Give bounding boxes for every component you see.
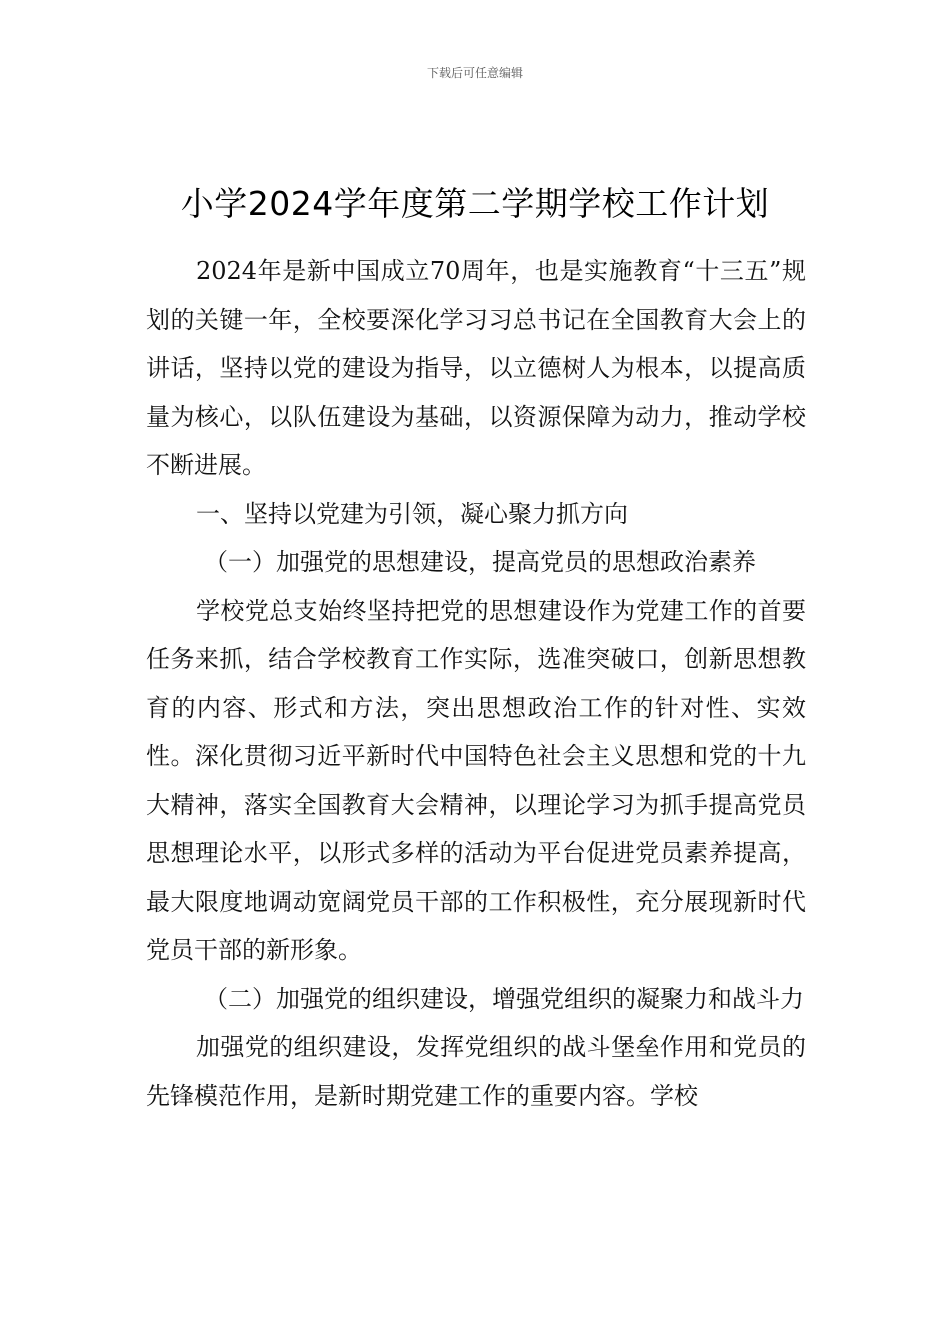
- subsection-heading-1: （一）加强党的思想建设，提高党员的思想政治素养: [204, 548, 756, 576]
- document-body: [146, 247, 806, 1120]
- document-title: 小学2024学年度第二学期学校工作计划: [180, 184, 770, 223]
- subsection-heading-2: （二）加强党的组织建设，增强党组织的凝聚力和战斗力: [204, 984, 804, 1013]
- section-heading-1: 一、坚持以党建为引领，凝心聚力抓方向: [196, 499, 628, 528]
- body-paragraph-1: 学校党总支始终坚持把党的思想建设作为党建工作的首要任务来抓，结合学校教育工作实际，选准突破口，创新思想教育的内容、形式和方法，突出思想政治工作的针对性、实效性。深化贯彻习近平新时代中国特色社会主义思想和党的十九大精神，落实全国教育大会精神，以理论学习为抓手提高党员思想理论水平，以形式多样的活动为平台促进党员素养提高，最大限度地调动宽阔党员干部的工作积极性，充分展现新时代党员干部的新形象。: [146, 596, 806, 964]
- body-paragraph-2: 加强党的组织建设，发挥党组织的战斗堡垒作用和党员的先锋模范作用，是新时期党建工作的重要内容。学校: [146, 1033, 806, 1110]
- intro-paragraph: 2024年是新中国成立70周年，也是实施教育“十三五”规划的关键一年，全校要深化学习习总书记在全国教育大会上的讲话，坚持以党的建设为指导，以立德树人为根本，以提高质量为核心，以队伍建设为基础，以资源保障为动力，推动学校不断进展。: [146, 257, 806, 479]
- header-note: 下载后可任意编辑: [426, 66, 523, 80]
